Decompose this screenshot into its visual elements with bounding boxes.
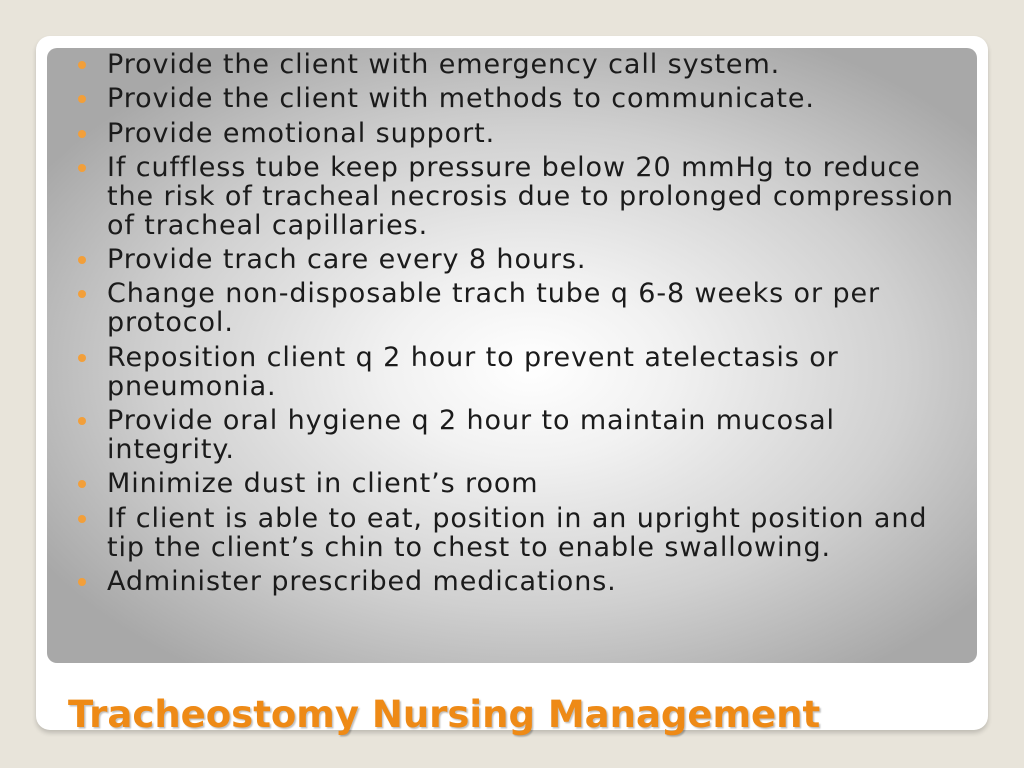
bullet-item xyxy=(47,279,977,337)
bullet-icon xyxy=(78,256,86,264)
slide-title: Tracheostomy Nursing Management xyxy=(68,693,821,736)
bullet-icon xyxy=(78,61,86,69)
bullet-icon xyxy=(78,417,86,425)
bullet-item xyxy=(47,50,977,79)
bullet-text: Provide emotional support. xyxy=(107,117,496,149)
bullet-icon xyxy=(78,164,86,172)
bullet-icon xyxy=(78,354,86,362)
bullet-text: Reposition client q 2 hour to prevent atelectasis or pneumonia. xyxy=(107,341,839,402)
bullet-item xyxy=(47,504,977,562)
bullet-item xyxy=(47,567,977,596)
bullet-icon xyxy=(78,290,86,298)
bullet-icon xyxy=(78,130,86,138)
bullet-icon xyxy=(78,480,86,488)
bullet-icon xyxy=(78,515,86,523)
bullet-text: Provide the client with methods to communicate. xyxy=(107,83,815,115)
bullet-text: Minimize dust in client’s room xyxy=(107,468,539,500)
bullet-text: Provide trach care every 8 hours. xyxy=(107,244,587,276)
bullet-text: Provide the client with emergency call system. xyxy=(107,49,781,80)
bullet-icon xyxy=(78,578,86,586)
bullet-icon xyxy=(78,95,86,103)
bullet-text: Provide oral hygiene q 2 hour to maintain mucosal integrity. xyxy=(107,405,835,466)
bullet-text: Administer prescribed medications. xyxy=(107,565,617,597)
bullet-text: If client is able to eat, position in an upright position and tip the client’s chin to chest to enable swallowing. xyxy=(107,502,928,563)
bullet-text: Change non-disposable trach tube q 6-8 weeks or per protocol. xyxy=(107,278,881,339)
bullet-item xyxy=(47,84,977,113)
bullet-item xyxy=(47,406,977,464)
bullet-item xyxy=(47,245,977,274)
bullet-item xyxy=(47,469,977,498)
bullet-item xyxy=(47,119,977,148)
bullet-text: If cuffless tube keep pressure below 20 mmHg to reduce the risk of tracheal necrosis due to prolonged compression of tracheal capillaries. xyxy=(107,151,954,241)
bullet-item xyxy=(47,343,977,401)
bullet-list xyxy=(47,50,977,601)
bullet-item xyxy=(47,153,977,240)
content-panel xyxy=(47,48,977,663)
